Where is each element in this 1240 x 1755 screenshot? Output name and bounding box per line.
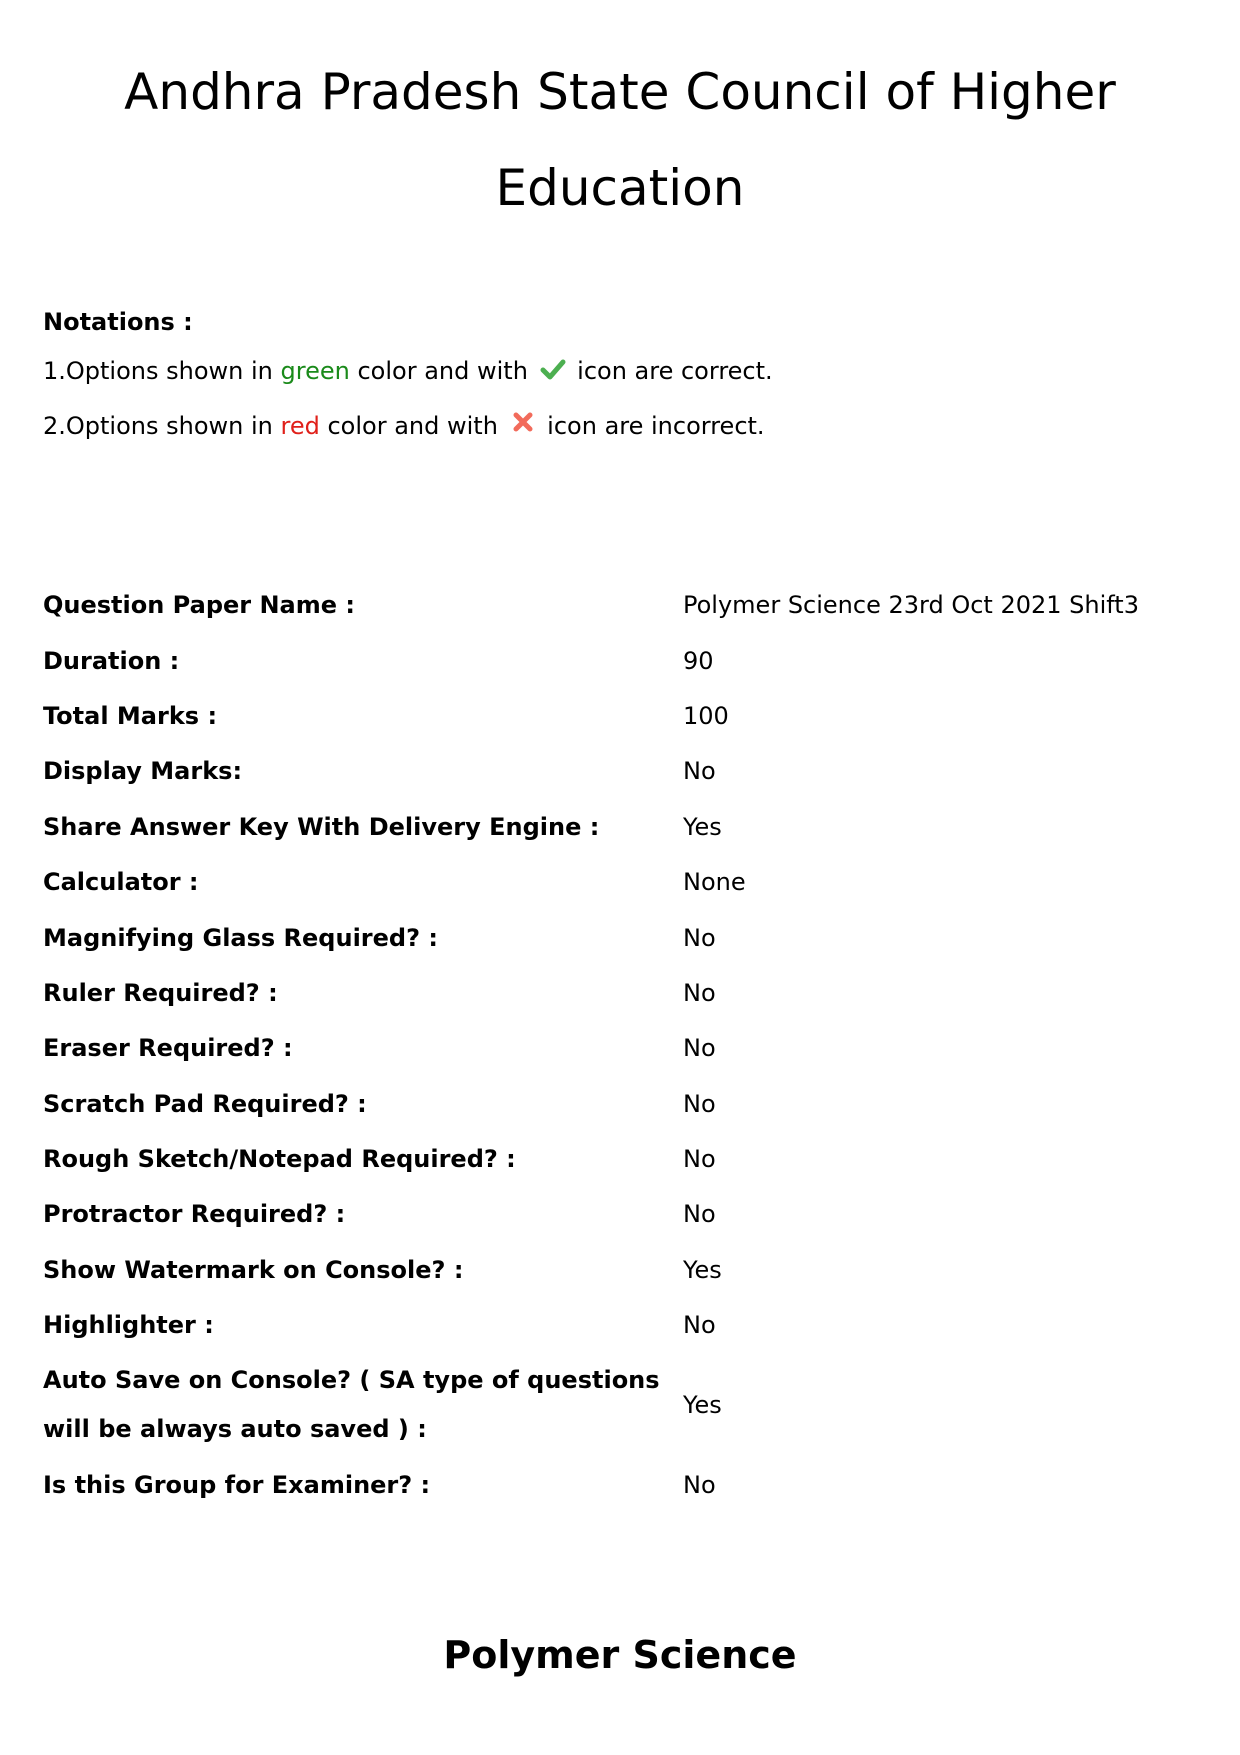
detail-value: No bbox=[683, 1311, 716, 1340]
notation-correct bbox=[43, 344, 773, 399]
detail-label: Protractor Required? : bbox=[43, 1200, 346, 1229]
detail-row-auto-save bbox=[43, 1353, 1203, 1457]
detail-label: Show Watermark on Console? : bbox=[43, 1255, 464, 1284]
detail-label: Total Marks : bbox=[43, 701, 218, 730]
detail-value: No bbox=[683, 978, 716, 1007]
detail-value: Polymer Science 23rd Oct 2021 Shift3 bbox=[683, 591, 1139, 620]
notations-section bbox=[43, 300, 773, 454]
detail-label: Calculator : bbox=[43, 868, 199, 897]
detail-value: No bbox=[683, 1089, 716, 1118]
notation-correct-prefix: 1.Options shown in bbox=[43, 357, 281, 385]
notation-incorrect-middle: color and with bbox=[319, 412, 506, 440]
detail-label: Magnifying Glass Required? : bbox=[43, 923, 438, 952]
notations-heading: Notations : bbox=[43, 308, 193, 336]
page-title-line-2: Education bbox=[495, 159, 745, 217]
notation-incorrect-color-word: red bbox=[280, 412, 320, 440]
detail-label: Share Answer Key With Delivery Engine : bbox=[43, 812, 600, 841]
detail-label: Highlighter : bbox=[43, 1311, 214, 1340]
detail-row-watermark bbox=[43, 1243, 1203, 1298]
detail-value: 100 bbox=[683, 701, 729, 730]
detail-row-share-answer-key bbox=[43, 800, 1203, 855]
detail-value: No bbox=[683, 1470, 716, 1499]
detail-value: Yes bbox=[683, 1390, 722, 1419]
detail-value: No bbox=[683, 1145, 716, 1174]
notation-incorrect-prefix: 2.Options shown in bbox=[43, 412, 281, 440]
detail-value: No bbox=[683, 757, 716, 786]
detail-row-ruler bbox=[43, 966, 1203, 1021]
paper-details bbox=[43, 578, 1203, 1513]
detail-value: No bbox=[683, 1200, 716, 1229]
page-title-line-1: Andhra Pradesh State Council of Higher bbox=[124, 63, 1116, 121]
check-icon bbox=[540, 356, 566, 382]
detail-label: Auto Save on Console? ( SA type of questions will be always auto saved ) : bbox=[43, 1366, 660, 1444]
detail-row-calculator bbox=[43, 855, 1203, 910]
detail-row-total-marks bbox=[43, 689, 1203, 744]
detail-row-scratch-pad bbox=[43, 1077, 1203, 1132]
detail-value: No bbox=[683, 1034, 716, 1063]
detail-row-display-marks bbox=[43, 744, 1203, 799]
detail-label: Eraser Required? : bbox=[43, 1034, 293, 1063]
detail-label: Scratch Pad Required? : bbox=[43, 1089, 367, 1118]
detail-row-examiner-group bbox=[43, 1457, 1203, 1512]
detail-value: Yes bbox=[683, 812, 722, 841]
cross-icon bbox=[510, 411, 536, 437]
page-title bbox=[0, 44, 1240, 236]
detail-row-highlighter bbox=[43, 1298, 1203, 1353]
detail-row-protractor bbox=[43, 1187, 1203, 1242]
detail-label: Ruler Required? : bbox=[43, 978, 278, 1007]
detail-label: Question Paper Name : bbox=[43, 591, 355, 620]
detail-row-paper-name bbox=[43, 578, 1203, 633]
notation-incorrect bbox=[43, 399, 773, 454]
detail-row-duration bbox=[43, 633, 1203, 688]
detail-row-eraser bbox=[43, 1021, 1203, 1076]
subject-heading: Polymer Science bbox=[443, 1633, 797, 1677]
detail-value: No bbox=[683, 923, 716, 952]
notation-correct-color-word: green bbox=[280, 357, 350, 385]
detail-label: Display Marks: bbox=[43, 757, 243, 786]
detail-label: Rough Sketch/Notepad Required? : bbox=[43, 1145, 516, 1174]
detail-row-rough-sketch bbox=[43, 1132, 1203, 1187]
notation-correct-middle: color and with bbox=[349, 357, 536, 385]
notation-correct-suffix: icon are correct. bbox=[569, 357, 773, 385]
notation-incorrect-suffix: icon are incorrect. bbox=[539, 412, 765, 440]
detail-label: Is this Group for Examiner? : bbox=[43, 1470, 431, 1499]
detail-value: 90 bbox=[683, 646, 714, 675]
detail-value: Yes bbox=[683, 1255, 722, 1284]
detail-value: None bbox=[683, 868, 746, 897]
detail-row-magnifying-glass bbox=[43, 910, 1203, 965]
detail-label: Duration : bbox=[43, 646, 180, 675]
